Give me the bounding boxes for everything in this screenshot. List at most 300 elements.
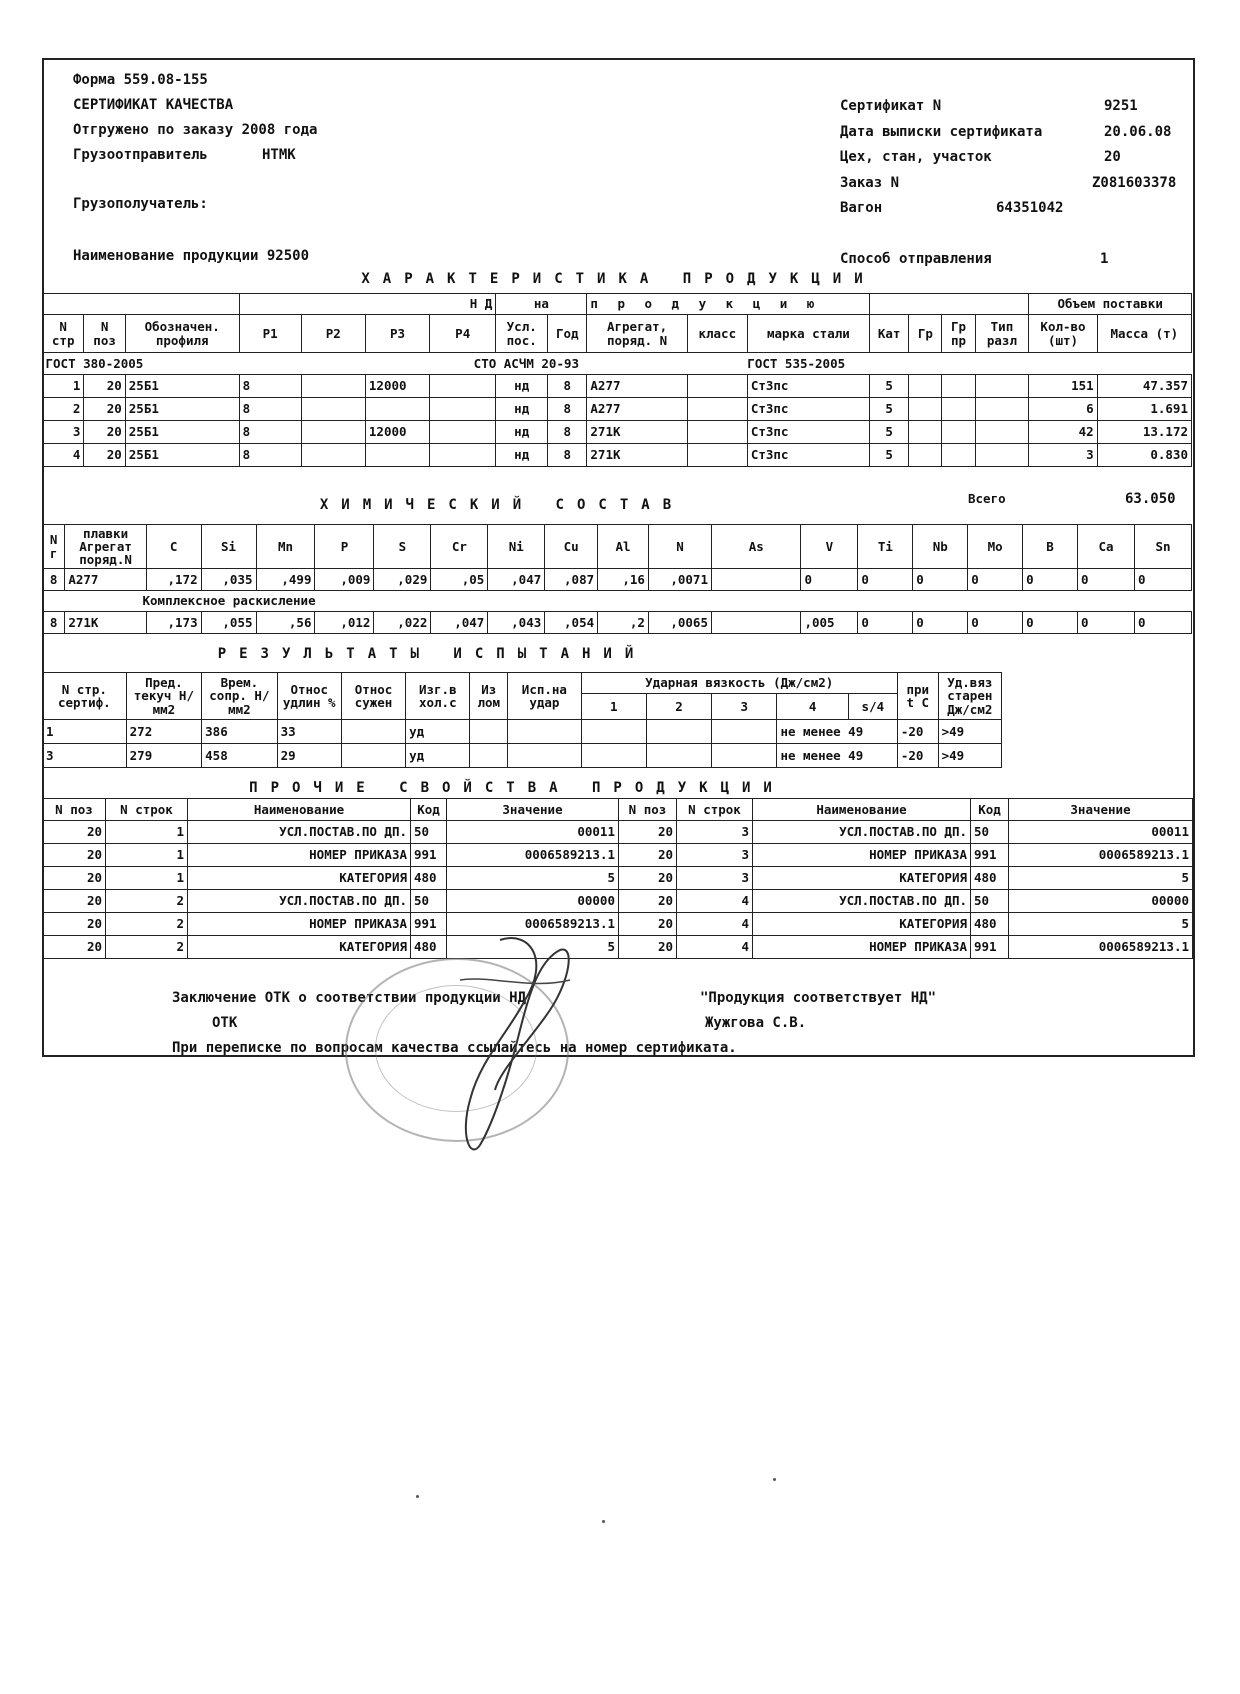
- table-cell: [365, 398, 429, 421]
- col-nstr-b: N строк: [677, 799, 753, 821]
- table-cell: 2: [106, 890, 188, 913]
- table-row: [43, 821, 1193, 844]
- table-cell: 0: [1023, 612, 1078, 634]
- table-cell: [975, 375, 1029, 398]
- col-impact-4: 4: [777, 694, 848, 720]
- col-kat: Кат: [869, 315, 908, 353]
- shipped-by-order: Отгружено по заказу 2008 года: [73, 122, 318, 138]
- table-cell: [430, 444, 496, 467]
- table-cell: 3: [677, 844, 753, 867]
- table-cell: 12000: [365, 375, 429, 398]
- table-cell: ,0071: [648, 569, 711, 591]
- col-impact-s4: s/4: [848, 694, 897, 720]
- col-test-n: N стр. сертиф.: [43, 673, 127, 720]
- table-cell: [687, 375, 747, 398]
- table-cell: Ст3пс: [747, 398, 869, 421]
- table-cell: А277: [587, 375, 687, 398]
- table-cell: ,499: [256, 569, 315, 591]
- col-element: Ca: [1078, 525, 1135, 569]
- col-tip: Тип разл: [975, 315, 1029, 353]
- table-cell: [687, 398, 747, 421]
- table-cell: 20: [84, 375, 125, 398]
- nd-header: Н Д: [239, 294, 496, 315]
- cert-number-value: 9251: [1104, 98, 1138, 114]
- col-impact-2: 2: [646, 694, 711, 720]
- table-cell: 4: [677, 913, 753, 936]
- table-cell: 3: [677, 821, 753, 844]
- table-cell: 3: [43, 421, 84, 444]
- table-cell: 0: [1134, 569, 1191, 591]
- table-cell: ,054: [545, 612, 598, 634]
- table-cell: ,012: [315, 612, 374, 634]
- test-results-table: [42, 672, 1002, 768]
- correspondence-note: При переписке по вопросам качества ссылайтесь на номер сертификата.: [172, 1040, 737, 1056]
- col-ng: N г: [43, 525, 65, 569]
- table-cell: 5: [447, 867, 619, 890]
- table-cell: 0: [968, 612, 1023, 634]
- table-cell: [581, 720, 646, 744]
- table-cell: КАТЕГОРИЯ: [188, 936, 411, 959]
- table-cell: 0006589213.1: [447, 844, 619, 867]
- table-cell: нд: [496, 444, 548, 467]
- table-cell: ,56: [256, 612, 315, 634]
- col-element: Cu: [545, 525, 598, 569]
- product-name: Наименование продукции 92500: [73, 248, 310, 264]
- table-cell: -20: [897, 744, 938, 768]
- col-element: S: [374, 525, 431, 569]
- table-cell: 20: [84, 398, 125, 421]
- table-cell: уд: [406, 720, 470, 744]
- table-cell: 20: [43, 913, 106, 936]
- table-cell: 1: [106, 844, 188, 867]
- table-cell: 480: [971, 867, 1009, 890]
- table-cell: ,173: [146, 612, 201, 634]
- table-row: [43, 867, 1193, 890]
- total-value: 63.050: [1125, 491, 1176, 507]
- table-row: [43, 444, 1192, 467]
- table-cell: Ст3пс: [747, 421, 869, 444]
- table-cell: 0: [968, 569, 1023, 591]
- table-cell: [341, 720, 405, 744]
- table-row: [43, 936, 1193, 959]
- col-element: As: [711, 525, 800, 569]
- order-label: Заказ N: [840, 175, 900, 191]
- table-cell: 0: [1078, 612, 1135, 634]
- ship-method-value: 1: [1100, 251, 1109, 267]
- col-p1: P1: [239, 315, 301, 353]
- ship-method-label: Способ отправления: [840, 251, 992, 267]
- col-kod-a: Код: [411, 799, 447, 821]
- table-cell: 0: [1078, 569, 1135, 591]
- col-fracture: Из лом: [470, 673, 508, 720]
- table-cell: нд: [496, 398, 548, 421]
- table-cell: 480: [411, 936, 447, 959]
- table-cell: УСЛ.ПОСТАВ.ПО ДП.: [188, 821, 411, 844]
- table-cell: 8: [548, 375, 587, 398]
- col-element: Cr: [431, 525, 488, 569]
- otk-label: ОТК: [212, 1015, 238, 1031]
- col-yield: Пред. текуч Н/мм2: [126, 673, 201, 720]
- table-cell: 20: [619, 821, 677, 844]
- col-heat-agr: плавки Агрегат поряд.N: [65, 525, 146, 569]
- table-cell: ,005: [801, 612, 858, 634]
- table-cell: 20: [43, 867, 106, 890]
- col-element: C: [146, 525, 201, 569]
- deoxidation-note: Комплексное раскисление: [142, 593, 316, 609]
- table-cell: [646, 720, 711, 744]
- table-row: [43, 744, 1002, 768]
- table-cell: [975, 444, 1029, 467]
- table-cell: 271К: [65, 612, 146, 634]
- table-cell: 5: [869, 444, 908, 467]
- table-cell: 00011: [447, 821, 619, 844]
- table-cell: не менее 49: [777, 720, 897, 744]
- section-title-other: ПРОЧИЕ СВОЙСТВА ПРОДУКЦИИ: [249, 780, 785, 796]
- table-cell: 13.172: [1097, 421, 1191, 444]
- table-cell: НОМЕР ПРИКАЗА: [188, 913, 411, 936]
- table-cell: 480: [971, 913, 1009, 936]
- table-cell: 3: [1029, 444, 1097, 467]
- table-cell: 271К: [587, 421, 687, 444]
- col-marka: марка стали: [747, 315, 869, 353]
- table-cell: ,009: [315, 569, 374, 591]
- col-agr: Агрегат, поряд. N: [587, 315, 687, 353]
- table-cell: 0.830: [1097, 444, 1191, 467]
- table-cell: [508, 720, 581, 744]
- table-cell: 1: [106, 867, 188, 890]
- table-cell: 8: [43, 569, 65, 591]
- table-cell: 271К: [587, 444, 687, 467]
- table-cell: [942, 375, 975, 398]
- cert-date-value: 20.06.08: [1104, 124, 1172, 140]
- table-cell: 2: [106, 913, 188, 936]
- table-cell: [909, 398, 942, 421]
- table-cell: [909, 444, 942, 467]
- table-cell: [365, 444, 429, 467]
- table-cell: ,2: [598, 612, 649, 634]
- table-cell: 5: [1009, 913, 1193, 936]
- shop-value: 20: [1104, 149, 1121, 165]
- table-cell: 3: [677, 867, 753, 890]
- na-header: на: [496, 294, 587, 315]
- table-cell: ,035: [201, 569, 256, 591]
- table-cell: [581, 744, 646, 768]
- col-impact-strength: Ударная вязкость (Дж/см2): [581, 673, 897, 694]
- col-val-a: Значение: [447, 799, 619, 821]
- table-cell: КАТЕГОРИЯ: [188, 867, 411, 890]
- table-row: [43, 844, 1193, 867]
- table-cell: 47.357: [1097, 375, 1191, 398]
- table-cell: уд: [406, 744, 470, 768]
- table-cell: 991: [971, 936, 1009, 959]
- table-row: [43, 569, 1192, 591]
- table-cell: 25Б1: [125, 444, 239, 467]
- col-element: P: [315, 525, 374, 569]
- table-row: [43, 375, 1192, 398]
- col-element: Mn: [256, 525, 315, 569]
- table-cell: 8: [548, 444, 587, 467]
- table-cell: 8: [239, 444, 301, 467]
- table-cell: ,172: [146, 569, 201, 591]
- table-cell: 50: [971, 821, 1009, 844]
- volume-header: Объем поставки: [1029, 294, 1192, 315]
- table-cell: [470, 744, 508, 768]
- table-cell: ,05: [431, 569, 488, 591]
- shipper-value: НТМК: [262, 147, 296, 163]
- section-title-chemistry: ХИМИЧЕСКИЙ СОСТАВ: [319, 497, 685, 513]
- table-cell: 4: [677, 936, 753, 959]
- table-cell: 272: [126, 720, 201, 744]
- table-cell: >49: [938, 744, 1001, 768]
- col-profile: Обозначен. профиля: [125, 315, 239, 353]
- conclusion-label: Заключение ОТК о соответствии продукции НД: [172, 990, 527, 1006]
- table-cell: [942, 421, 975, 444]
- table-cell: 151: [1029, 375, 1097, 398]
- col-element: Ti: [858, 525, 913, 569]
- table-row: [43, 398, 1192, 421]
- table-cell: НОМЕР ПРИКАЗА: [188, 844, 411, 867]
- table-cell: [430, 398, 496, 421]
- table-cell: ,029: [374, 569, 431, 591]
- table-cell: 0: [1023, 569, 1078, 591]
- table-cell: [909, 421, 942, 444]
- table-cell: [975, 398, 1029, 421]
- table-cell: 25Б1: [125, 398, 239, 421]
- table-cell: 20: [43, 890, 106, 913]
- table-cell: 20: [43, 844, 106, 867]
- col-nstr-a: N строк: [106, 799, 188, 821]
- table-cell: [470, 720, 508, 744]
- col-p4: P4: [430, 315, 496, 353]
- col-god: Год: [548, 315, 587, 353]
- section-title-characteristics: ХАРАКТЕРИСТИКА ПРОДУКЦИИ: [361, 271, 876, 287]
- product-header: п р о д у к ц и ю: [587, 294, 870, 315]
- table-cell: 2: [106, 936, 188, 959]
- col-p2: P2: [301, 315, 365, 353]
- col-impact-test: Исп.на удар: [508, 673, 581, 720]
- section-title-tests: РЕЗУЛЬТАТЫ ИСПЫТАНИЙ: [217, 646, 647, 662]
- col-reduction: Относ сужен: [341, 673, 405, 720]
- col-element: Ni: [488, 525, 545, 569]
- col-element: V: [801, 525, 858, 569]
- table-cell: нд: [496, 375, 548, 398]
- col-kol: Кол-во (шт): [1029, 315, 1097, 353]
- table-cell: -20: [897, 720, 938, 744]
- table-cell: 20: [619, 913, 677, 936]
- wagon-label: Вагон: [840, 200, 883, 216]
- speck: [602, 1520, 605, 1523]
- table-cell: 1: [106, 821, 188, 844]
- total-label: Всего: [968, 491, 1006, 506]
- table-cell: 2: [43, 398, 84, 421]
- table-cell: [430, 421, 496, 444]
- table-cell: 29: [277, 744, 341, 768]
- table-cell: 0006589213.1: [447, 913, 619, 936]
- table-cell: 00000: [1009, 890, 1193, 913]
- table-cell: 0: [1134, 612, 1191, 634]
- cert-number-label: Сертификат N: [840, 98, 942, 114]
- table-cell: 20: [619, 844, 677, 867]
- col-val-b: Значение: [1009, 799, 1193, 821]
- table-cell: ,047: [431, 612, 488, 634]
- table-cell: А277: [65, 569, 146, 591]
- table-cell: 20: [619, 936, 677, 959]
- speck: [416, 1495, 419, 1498]
- table-cell: [712, 744, 777, 768]
- table-cell: 5: [447, 936, 619, 959]
- table-cell: [712, 720, 777, 744]
- col-gr: Гр: [909, 315, 942, 353]
- standard-3: ГОСТ 535-2005: [687, 353, 1191, 375]
- table-cell: [687, 421, 747, 444]
- table-cell: 0006589213.1: [1009, 844, 1193, 867]
- table-cell: [687, 444, 747, 467]
- table-cell: 991: [411, 844, 447, 867]
- table-cell: 20: [84, 444, 125, 467]
- conclusion-value: "Продукция соответствует НД": [700, 990, 937, 1006]
- table-cell: [301, 398, 365, 421]
- table-cell: [301, 375, 365, 398]
- table-cell: 5: [869, 421, 908, 444]
- table-cell: 991: [411, 913, 447, 936]
- col-name-a: Наименование: [188, 799, 411, 821]
- standard-1: ГОСТ 380-2005: [43, 353, 366, 375]
- col-grpr: Гр пр: [942, 315, 975, 353]
- table-cell: 1: [43, 720, 127, 744]
- table-cell: 50: [411, 821, 447, 844]
- table-cell: 20: [84, 421, 125, 444]
- other-properties-table: [42, 798, 1193, 959]
- table-cell: 8: [239, 421, 301, 444]
- table-cell: 5: [1009, 867, 1193, 890]
- col-elongation: Относ удлин %: [277, 673, 341, 720]
- consignee-label: Грузополучатель:: [73, 196, 208, 212]
- table-cell: не менее 49: [777, 744, 897, 768]
- col-element: Al: [598, 525, 649, 569]
- form-number: Форма 559.08-155: [73, 72, 208, 88]
- col-aged-impact: Уд.вяз старен Дж/см2: [938, 673, 1001, 720]
- table-cell: нд: [496, 421, 548, 444]
- table-cell: КАТЕГОРИЯ: [753, 867, 971, 890]
- table-cell: 386: [202, 720, 277, 744]
- table-cell: 4: [43, 444, 84, 467]
- speck: [773, 1478, 776, 1481]
- standard-2: СТО АСЧМ 20-93: [365, 353, 687, 375]
- table-cell: 3: [43, 744, 127, 768]
- table-cell: [301, 444, 365, 467]
- table-cell: 33: [277, 720, 341, 744]
- table-cell: 5: [869, 398, 908, 421]
- table-cell: 480: [411, 867, 447, 890]
- table-cell: [341, 744, 405, 768]
- table-cell: 6: [1029, 398, 1097, 421]
- table-cell: 20: [43, 821, 106, 844]
- col-element: Mo: [968, 525, 1023, 569]
- table-cell: КАТЕГОРИЯ: [753, 913, 971, 936]
- table-cell: 0006589213.1: [1009, 936, 1193, 959]
- table-row: [43, 421, 1192, 444]
- col-mass: Масса (т): [1097, 315, 1191, 353]
- col-element: Sn: [1134, 525, 1191, 569]
- table-row: [43, 720, 1002, 744]
- wagon-value: 64351042: [996, 200, 1064, 216]
- table-cell: 20: [619, 867, 677, 890]
- table-cell: УСЛ.ПОСТАВ.ПО ДП.: [753, 821, 971, 844]
- document-title: СЕРТИФИКАТ КАЧЕСТВА: [73, 97, 234, 113]
- table-cell: 20: [43, 936, 106, 959]
- table-cell: 00000: [447, 890, 619, 913]
- table-cell: 42: [1029, 421, 1097, 444]
- shop-label: Цех, стан, участок: [840, 149, 992, 165]
- table-cell: НОМЕР ПРИКАЗА: [753, 844, 971, 867]
- table-cell: 0: [858, 612, 913, 634]
- cert-date-label: Дата выписки сертификата: [840, 124, 1043, 140]
- col-klass: класс: [687, 315, 747, 353]
- table-cell: 8: [43, 612, 65, 634]
- product-characteristics-table: [42, 293, 1192, 467]
- col-bend: Изг.в хол.с: [406, 673, 470, 720]
- table-row: [43, 612, 1192, 634]
- table-cell: 0: [913, 569, 968, 591]
- table-cell: ,0065: [648, 612, 711, 634]
- col-kod-b: Код: [971, 799, 1009, 821]
- table-cell: 5: [869, 375, 908, 398]
- table-cell: 279: [126, 744, 201, 768]
- table-cell: ,047: [488, 569, 545, 591]
- table-cell: [430, 375, 496, 398]
- table-cell: [942, 444, 975, 467]
- table-cell: ,087: [545, 569, 598, 591]
- col-tensile: Врем. сопр. Н/мм2: [202, 673, 277, 720]
- table-cell: 0: [913, 612, 968, 634]
- table-cell: 00011: [1009, 821, 1193, 844]
- table-cell: 25Б1: [125, 421, 239, 444]
- table-cell: 25Б1: [125, 375, 239, 398]
- table-cell: [711, 569, 800, 591]
- table-cell: [711, 612, 800, 634]
- col-usl: Усл. пос.: [496, 315, 548, 353]
- table-cell: ,043: [488, 612, 545, 634]
- table-cell: 1: [43, 375, 84, 398]
- table-cell: [646, 744, 711, 768]
- table-cell: 8: [548, 421, 587, 444]
- chemical-composition-table: [42, 524, 1192, 634]
- table-cell: 50: [971, 890, 1009, 913]
- table-cell: 8: [239, 398, 301, 421]
- col-name-b: Наименование: [753, 799, 971, 821]
- table-cell: [975, 421, 1029, 444]
- table-cell: 458: [202, 744, 277, 768]
- table-cell: ,16: [598, 569, 649, 591]
- table-cell: Ст3пс: [747, 375, 869, 398]
- col-npoz-a: N поз: [43, 799, 106, 821]
- col-impact-3: 3: [712, 694, 777, 720]
- table-row: [43, 913, 1193, 936]
- table-cell: 1.691: [1097, 398, 1191, 421]
- table-cell: >49: [938, 720, 1001, 744]
- table-cell: [909, 375, 942, 398]
- table-row: [43, 890, 1193, 913]
- table-cell: 20: [619, 890, 677, 913]
- signer-name: Жужгова С.В.: [705, 1015, 807, 1031]
- signature: [440, 920, 590, 1170]
- table-cell: [301, 421, 365, 444]
- col-npoz-b: N поз: [619, 799, 677, 821]
- col-element: Si: [201, 525, 256, 569]
- table-cell: ,022: [374, 612, 431, 634]
- table-cell: 50: [411, 890, 447, 913]
- order-value: Z081603378: [1092, 175, 1177, 191]
